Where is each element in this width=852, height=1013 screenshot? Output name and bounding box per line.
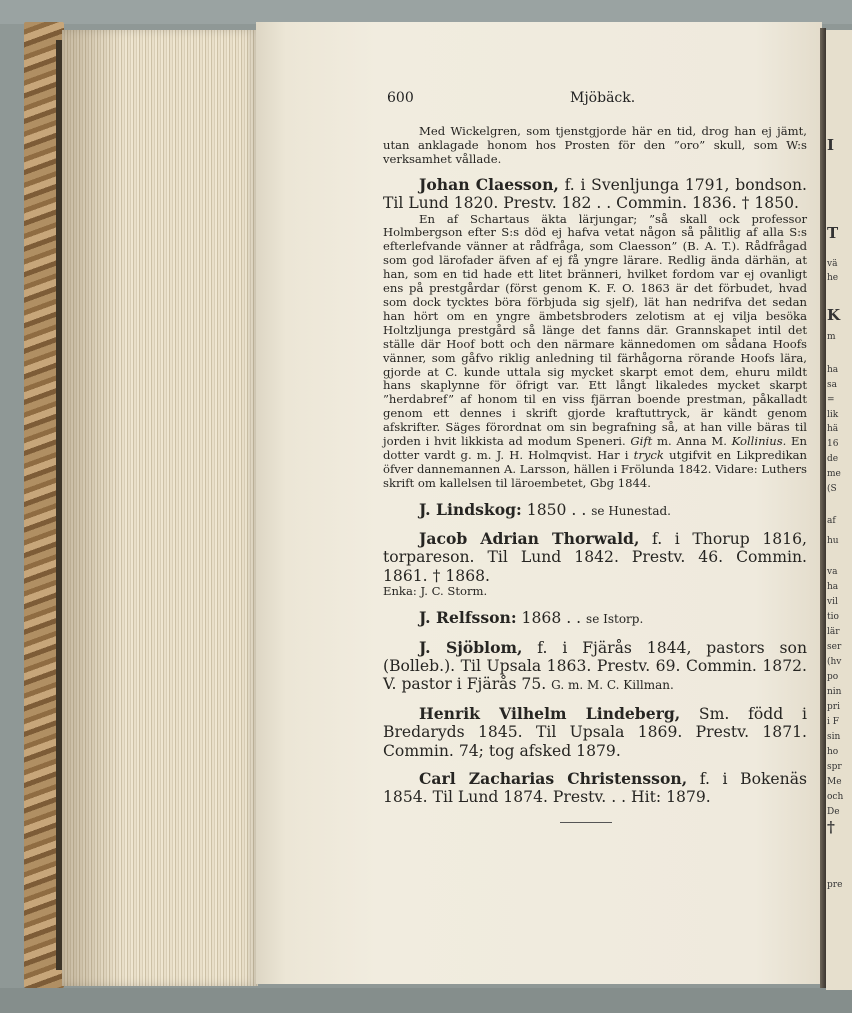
next-page-text: (S: [827, 484, 837, 494]
next-page-text: ha: [827, 365, 839, 375]
entry-relfsson: [383, 609, 807, 628]
entry-name: Henrik Vilhelm Lindeberg,: [419, 703, 681, 723]
entry-text: f. i Fjärås 1844, pastors son (Bolleb.). Til Upsala 1863. Prestv. 69. Commin. 1872. V. pastor i Fjärås 75.: [383, 638, 807, 694]
entry-text: f. i Svenljunga 1791, bondson. Til Lund 1820. Prestv. 182 . . Commin. 1836. † 1850.: [383, 175, 807, 213]
note-italic: Kollinius.: [731, 434, 787, 449]
next-page-text: af: [827, 516, 836, 526]
note-text: En af Schartaus äkta lärjungar; ”så skall ock professor Holmbergson efter S:s död ej hafva vetat någon så pålitlig af alla S:s efterlefvande vänner at rådfråga, som Claesson” (B. A. T.). Rådfrågad som god lärofader äfven af ej få yngre lärare. Redlig ända därhän, at han, som en tid hade ett litet bränneri, hvilket fordom var ej ovanligt ens på prestgårdar (först genom K. F. O. 1863 är det förbudet, hvad som dock tycktes böra förbjuda sig sjelf), lät han nedrifva det sedan han hört om en yngre ämbetsbroders zelotism at ej vilja besöka Holtzljunga prestgård så länge det fanns där. Grannskapet intil det ställe där Hoof bott och den närmare kännedomen om sådana Hoofs vänner, som gåfvo riklig anledning til färhågorna rörande Hoofs lära, gjorde at C. kunde uttala sig mycket skarpt emot dem, ehuru mildt hans skaplynne för öfrigt var. Ett långt likaledes mycket skarpt ”herdabref” af honom til en viss fjärran boende prestman, påkalladt genom ett dennes i skrift gjorde kraftuttryck, är kändt genom afskrifter. Säges förordnat om sin begrafning så, at han ville bäras til jorden i hvit likkista ad modum Speneri.: [383, 211, 807, 449]
entry-name: Carl Zacharias Christensson,: [419, 769, 688, 789]
next-page-text: va: [827, 567, 838, 577]
next-page-text: lik: [827, 410, 839, 420]
next-page-text: och: [827, 792, 844, 802]
next-page-text: me: [827, 469, 841, 479]
next-page-text: de: [827, 454, 839, 464]
next-page-text: nin: [827, 687, 842, 697]
next-page-text: vil: [827, 597, 838, 607]
entry-text: 1868 . .: [516, 609, 587, 628]
next-page-text: ho: [827, 747, 839, 757]
next-page-text: I: [827, 136, 835, 154]
next-page-text: hä: [827, 424, 839, 434]
entry-thorwald: [383, 530, 807, 585]
next-page-text: he: [827, 273, 839, 283]
next-page-text: De: [827, 807, 840, 817]
entry-name: J. Sjöblom,: [419, 637, 523, 657]
entry-christensson: [383, 770, 807, 807]
next-page-text: Me: [827, 777, 842, 787]
entry-text: Sm. född i Bredaryds 1845. Til Upsala 1869. Prestv. 1871. Commin. 74; tog afsked 1879.: [383, 704, 807, 760]
scan-backdrop: [0, 0, 852, 24]
entry-lindeberg: [383, 705, 807, 760]
note-text: m. Anna M.: [652, 434, 732, 449]
next-page-text: ha: [827, 582, 839, 592]
next-page-text: K: [827, 306, 841, 324]
entry-reference: se Hunestad.: [591, 503, 671, 518]
entry-name: J. Lindskog:: [419, 499, 522, 519]
page-body: [383, 125, 807, 807]
next-page-text: T: [827, 224, 839, 242]
next-page-text: spr: [827, 762, 842, 772]
next-page-fragment: [826, 30, 852, 990]
running-title: Mjöbäck.: [570, 90, 636, 106]
entry-text: 1850 . .: [521, 500, 592, 519]
note-italic: tryck: [633, 447, 664, 462]
next-page-text: sa: [827, 380, 837, 390]
entry-note-thorwald: Enka: J. C. Storm.: [383, 584, 488, 599]
entry-lindskog: [383, 501, 807, 520]
note-text: utgifvit en Likpredikan öfver dannemannen A. Larsson, hällen i Frölunda 1842. Vidare: Luthers skrift om kallelsen til läroembetet, Gbg 1844.: [383, 447, 808, 490]
next-page-text: (hv: [827, 657, 842, 667]
next-page-text: †: [827, 818, 835, 836]
entry-name: Johan Claesson,: [419, 174, 559, 194]
next-page-text: vä: [827, 259, 838, 269]
next-page-text: hu: [827, 536, 839, 546]
entry-reference: se Istorp.: [586, 612, 644, 627]
next-page-text: =: [827, 395, 835, 405]
next-page-text: 16: [827, 439, 839, 449]
entry-text: f. i Thorup 1816, torpareson. Til Lund 1842. Prestv. 46. Commin. 1861. † 1868.: [383, 530, 807, 585]
entry-sjoblom: [383, 639, 807, 695]
entry-note-claesson: [383, 213, 807, 491]
next-page-text: sin: [827, 732, 841, 742]
next-page-text: pre: [827, 880, 843, 890]
next-page-text: i F: [827, 717, 839, 727]
next-page-text: tio: [827, 612, 839, 622]
entry-claesson: [383, 176, 807, 213]
page-edges-shadow: [62, 30, 122, 986]
scan-backdrop-bottom: [0, 988, 852, 1013]
next-page-text: pri: [827, 702, 840, 712]
next-page-text: po: [827, 672, 839, 682]
next-page-text: ser: [827, 642, 842, 652]
end-rule: [560, 822, 612, 823]
entry-text: f. i Bokenäs 1854. Til Lund 1874. Prestv. . . Hit: 1879.: [383, 770, 807, 807]
intro-paragraph: Med Wickelgren, som tjenstgjorde här en tid, drog han ej jämt, utan anklagade honom hos Prosten för den ”oro” skull, som W:s verksamhet vållade.: [383, 124, 807, 166]
next-page-text: m: [827, 332, 836, 342]
entry-note: G. m. M. C. Killman.: [551, 678, 674, 693]
entry-name: J. Relfsson:: [419, 608, 517, 628]
note-italic: Gift: [630, 434, 653, 449]
next-page-text: lär: [827, 627, 840, 637]
entry-name: Jacob Adrian Thorwald,: [419, 529, 640, 549]
note-text: En dotter vardt g. m. J. H. Holmqvist. Har i: [383, 434, 807, 462]
page-number: 600: [387, 90, 414, 106]
